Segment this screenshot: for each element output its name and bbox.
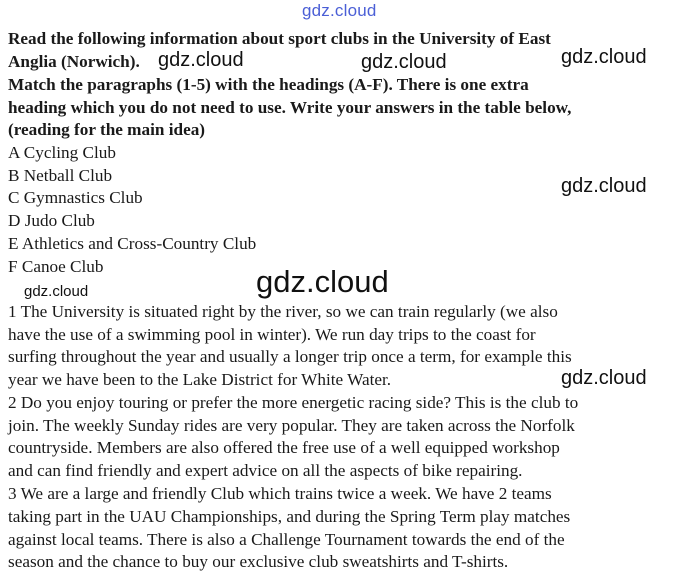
paragraph-2-line-4: and can find friendly and expert advice on all the aspects of bike repairing. (8, 461, 523, 480)
paragraph-3-line-2: taking part in the UAU Championships, and during the Spring Term play matches (8, 507, 571, 526)
paragraph-1-line-1: 1 The University is situated right by the river, so we can train regularly (we also (8, 302, 558, 321)
heading-f: F Canoe Club (8, 257, 104, 276)
heading-e: E Athletics and Cross-Country Club (8, 234, 257, 253)
instruction-line-4: heading which you do not need to use. Write your answers in the table below, (8, 98, 572, 117)
instruction-line-2: Anglia (Norwich). (8, 52, 140, 71)
watermark-2: gdz.cloud (361, 51, 447, 73)
instruction-line-5: (reading for the main idea) (8, 120, 206, 139)
heading-c: C Gymnastics Club (8, 188, 143, 207)
heading-d: D Judo Club (8, 211, 95, 230)
watermark-7: gdz.cloud (561, 367, 647, 389)
watermark-3: gdz.cloud (561, 46, 647, 68)
watermark-6: gdz.cloud (24, 283, 89, 300)
paragraph-3-line-4: season and the chance to buy our exclusive club sweatshirts and T-shirts. (8, 552, 509, 571)
watermark-5: gdz.cloud (256, 264, 389, 299)
paragraph-1-line-2: have the use of a swimming pool in winter). We run day trips to the coast for (8, 325, 536, 344)
paragraph-1-line-4: year we have been to the Lake District for White Water. (8, 370, 392, 389)
paragraph-2-line-3: countryside. Members are also offered the free use of a well equipped workshop (8, 438, 560, 457)
paragraph-3-line-1: 3 We are a large and friendly Club which trains twice a week. We have 2 teams (8, 484, 552, 503)
watermark-4: gdz.cloud (561, 175, 647, 197)
heading-a: A Cycling Club (8, 143, 116, 162)
watermark-top: gdz.cloud (302, 1, 377, 20)
watermark-1: gdz.cloud (158, 49, 244, 71)
paragraph-2-line-1: 2 Do you enjoy touring or prefer the more energetic racing side? This is the club to (8, 393, 579, 412)
paragraph-1-line-3: surfing throughout the year and usually a longer trip once a term, for example this (8, 347, 572, 366)
instruction-line-1: Read the following information about sport clubs in the University of East (8, 29, 551, 48)
instruction-line-3: Match the paragraphs (1-5) with the headings (A-F). There is one extra (8, 75, 529, 94)
paragraph-2-line-2: join. The weekly Sunday rides are very popular. They are taken across the Norfolk (8, 416, 575, 435)
paragraph-3-line-3: against local teams. There is also a Challenge Tournament towards the end of the (8, 530, 565, 549)
heading-b: B Netball Club (8, 166, 113, 185)
